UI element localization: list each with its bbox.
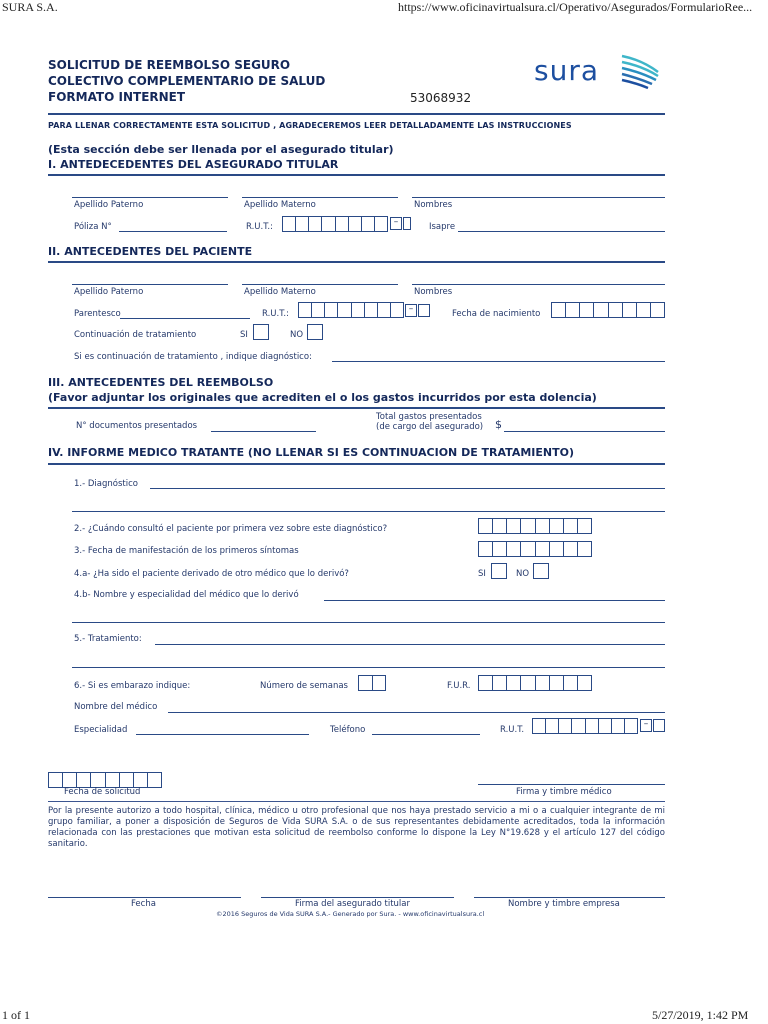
especialidad-field[interactable] [136, 734, 309, 735]
section3-title: III. ANTECEDENTES DEL REEMBOLSO [48, 376, 274, 389]
continuacion-no-checkbox[interactable] [307, 324, 323, 340]
fecha-nacimiento-boxes[interactable] [551, 302, 665, 318]
paciente-apellido-paterno-label: Apellido Paterno [74, 287, 144, 297]
q3-label: 3.- Fecha de manifestación de los primeros síntomas [74, 546, 299, 556]
documentos-field[interactable] [211, 431, 316, 432]
paciente-apellido-paterno-field[interactable] [72, 284, 228, 285]
titular-apellido-materno-field[interactable] [242, 197, 398, 198]
fur-date-boxes[interactable] [478, 675, 592, 691]
q1-field[interactable] [150, 488, 665, 489]
titular-nombres-field[interactable] [412, 197, 665, 198]
copyright-text: ©2016 Seguros de Vida SURA S.A.- Generado por Sura. - www.oficinavirtualsura.cl [216, 910, 485, 918]
q1-label: 1.- Diagnóstico [74, 479, 138, 489]
documentos-label: N° documentos presentados [76, 421, 198, 431]
especialidad-label: Especialidad [74, 725, 128, 735]
form-title [48, 57, 325, 105]
authorization-text: Por la presente autorizo a todo hospital, clínica, médico u otro profesional que nos haya prestado servicio a mi o a cualquier integrante de mi grupo familiar, a poner a disposición de Seguros de Vida SURA S.A. o de sus representantes debidamente acreditados, toda la información relacionada con las prestaciones que motivan esta solicitud de reembolso conforme lo dispone la Ley N°19.628 y el artículo 127 del código sanitario. [48, 806, 665, 849]
continuacion-si-checkbox[interactable] [253, 324, 269, 340]
paciente-nombres-field[interactable] [412, 284, 665, 285]
instructions-text: PARA LLENAR CORRECTAMENTE ESTA SOLICITUD , AGRADECEREMOS LEER DETALLADAMENTE LAS INSTRUCCIONES [48, 121, 572, 130]
titular-rut-label: R.U.T.: [246, 222, 273, 232]
q1-field-extra[interactable] [72, 511, 665, 512]
document-number: 53068932 [410, 91, 472, 105]
title-line-1: SOLICITUD DE REEMBOLSO SEGURO [48, 58, 291, 72]
wing-icon [618, 50, 664, 96]
fecha-solicitud-label: Fecha de solicitud [64, 787, 141, 797]
q6-label: 6.- Si es embarazo indique: [74, 681, 191, 691]
firma-medico-label: Firma y timbre médico [516, 787, 612, 797]
q4a-si-checkbox[interactable] [491, 563, 507, 579]
telefono-label: Teléfono [330, 725, 366, 735]
paciente-rut-dv-box[interactable]: – [405, 304, 417, 317]
parentesco-field[interactable] [120, 318, 250, 319]
section3-subtitle: (Favor adjuntar los originales que acrediten el o los gastos incurridos por esta dolencia) [48, 391, 597, 404]
paciente-nombres-label: Nombres [414, 287, 453, 297]
parentesco-label: Parentesco [74, 309, 121, 319]
section2-title: II. ANTECEDENTES DEL PACIENTE [48, 245, 253, 258]
medico-rut-label: R.U.T. [500, 725, 525, 735]
semanas-boxes[interactable] [358, 675, 386, 691]
nombre-medico-field[interactable] [168, 712, 665, 713]
section4-divider [48, 463, 665, 465]
nombre-empresa-label: Nombre y timbre empresa [508, 899, 620, 909]
medico-rut-dv-box[interactable]: – [640, 719, 652, 732]
q2-date-boxes[interactable] [478, 518, 592, 534]
titular-apellido-materno-label: Apellido Materno [244, 200, 316, 210]
q4a-no-checkbox[interactable] [533, 563, 549, 579]
page-count: 1 of 1 [2, 1008, 30, 1022]
titular-rut-boxes[interactable] [282, 216, 388, 232]
fur-label: F.U.R. [447, 681, 471, 691]
q4b-field-extra[interactable] [72, 622, 665, 623]
sura-logo [534, 50, 664, 96]
fecha-solicitud-boxes[interactable] [48, 772, 162, 788]
q4b-field[interactable] [324, 600, 665, 601]
print-datetime: 5/27/2019, 1:42 PM [652, 1008, 749, 1022]
medico-rut-boxes[interactable] [532, 718, 638, 734]
paciente-rut-boxes[interactable] [298, 302, 404, 318]
section1-title: I. ANTEDECEDENTES DEL ASEGURADO TITULAR [48, 158, 339, 171]
q5-label: 5.- Tratamiento: [74, 634, 142, 644]
isapre-field[interactable] [458, 231, 665, 232]
total-gastos-label [376, 412, 483, 432]
q3-date-boxes[interactable] [478, 541, 592, 557]
page-url: https://www.oficinavirtualsura.cl/Operativo/Asegurados/FormularioRee... [398, 0, 753, 14]
continuacion-label: Continuación de tratamiento [74, 330, 197, 340]
nombre-empresa-field[interactable] [474, 897, 665, 898]
section1-divider [48, 174, 665, 176]
fecha-field[interactable] [48, 897, 241, 898]
poliza-field[interactable] [119, 231, 227, 232]
paciente-rut-dv-end [418, 304, 430, 317]
titular-rut-dv-end [403, 217, 411, 230]
diagnostico-previo-label: Si es continuación de tratamiento , indique diagnóstico: [74, 352, 312, 362]
logo-wordmark: sura [534, 54, 600, 87]
section4-title: IV. INFORME MEDICO TRATANTE (NO LLENAR SI ES CONTINUACION DE TRATAMIENTO) [48, 446, 574, 459]
authorization-divider [48, 801, 665, 802]
total-gastos-line2: (de cargo del asegurado) [376, 422, 484, 432]
fecha-label: Fecha [131, 899, 156, 909]
continuacion-no-label: NO [290, 330, 304, 340]
site-name: SURA S.A. [2, 0, 58, 14]
diagnostico-previo-field[interactable] [332, 361, 665, 362]
q4a-no-label: NO [516, 569, 530, 579]
titular-apellido-paterno-field[interactable] [72, 197, 228, 198]
firma-asegurado-field[interactable] [261, 897, 454, 898]
title-line-3: FORMATO INTERNET [48, 90, 186, 104]
section1-note: (Esta sección debe ser llenada por el asegurado titular) [48, 143, 394, 156]
q2-label: 2.- ¿Cuándo consultó el paciente por primera vez sobre este diagnóstico? [74, 524, 388, 534]
total-gastos-line1: Total gastos presentados [376, 412, 482, 422]
semanas-label: Número de semanas [260, 681, 348, 691]
nombre-medico-label: Nombre del médico [74, 702, 158, 712]
q5-field-extra[interactable] [72, 667, 665, 668]
continuacion-si-label: SI [240, 330, 248, 340]
firma-medico-field[interactable] [478, 784, 665, 785]
currency-symbol: $ [495, 418, 502, 431]
titular-rut-dv-box[interactable]: – [390, 217, 402, 230]
q4a-si-label: SI [478, 569, 486, 579]
paciente-rut-label: R.U.T.: [262, 309, 289, 319]
paciente-apellido-materno-label: Apellido Materno [244, 287, 316, 297]
isapre-label: Isapre [429, 222, 456, 232]
paciente-apellido-materno-field[interactable] [242, 284, 398, 285]
poliza-label: Póliza N° [74, 222, 112, 232]
title-line-2: COLECTIVO COMPLEMENTARIO DE SALUD [48, 74, 326, 88]
section2-divider [48, 261, 665, 263]
total-gastos-field[interactable] [504, 431, 665, 432]
fecha-nacimiento-label: Fecha de nacimiento [452, 309, 541, 319]
q4b-label: 4.b- Nombre y especialidad del médico que lo derivó [74, 590, 299, 600]
telefono-field[interactable] [372, 734, 480, 735]
header-divider [48, 113, 665, 115]
medico-rut-dv-end [653, 719, 665, 732]
titular-nombres-label: Nombres [414, 200, 453, 210]
section3-divider [48, 407, 665, 409]
titular-apellido-paterno-label: Apellido Paterno [74, 200, 144, 210]
firma-asegurado-label: Firma del asegurado titular [295, 899, 410, 909]
q5-field[interactable] [155, 644, 665, 645]
q4a-label: 4.a- ¿Ha sido el paciente derivado de otro médico que lo derivó? [74, 569, 349, 579]
